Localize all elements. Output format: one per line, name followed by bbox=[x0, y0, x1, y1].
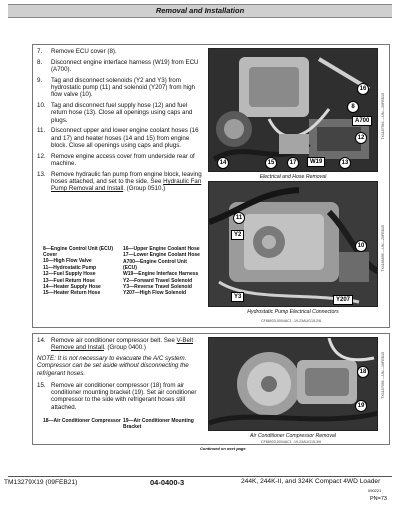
figure-code: TX1187656 —UN—16FEB15 bbox=[381, 352, 385, 399]
step-number: 14. bbox=[37, 337, 46, 344]
photo-caption: Hydrostatic Pump Electrical Connectors bbox=[247, 309, 339, 315]
legend-column-right bbox=[123, 418, 201, 430]
legend-item: Y207—High Flow Solenoid bbox=[123, 290, 187, 297]
legend-item: 12—Fuel Supply Hose bbox=[43, 271, 96, 278]
reference-code: CF88933,0004AC1 -19-23AUG15-2/6 bbox=[261, 319, 322, 323]
page-code: PN=73 bbox=[370, 496, 387, 502]
step-7 bbox=[37, 48, 205, 55]
callout-12: 12 bbox=[355, 132, 367, 144]
callout-16: 16 bbox=[357, 83, 369, 95]
step-14-suffix: . (Group 0400.) bbox=[103, 344, 146, 352]
engine-harness-photo bbox=[208, 48, 378, 172]
footer-rule bbox=[8, 476, 392, 477]
legend-item: 13—Fuel Return Hose bbox=[43, 277, 95, 284]
legend-item: 10—High Flow Valve bbox=[43, 258, 92, 265]
v-belt-link[interactable]: V-Belt Remove and Install bbox=[51, 337, 194, 352]
legend-item: 8—Engine Control Unit (ECU) Cover bbox=[43, 246, 113, 258]
step-8 bbox=[37, 59, 205, 74]
step-number: 10. bbox=[37, 101, 46, 109]
callout-w19: W19 bbox=[307, 157, 325, 167]
legend-item: 15—Heater Return Hose bbox=[43, 290, 101, 297]
callout-11: 11 bbox=[233, 212, 245, 224]
step-text bbox=[51, 337, 205, 352]
compressor-photo-graphic bbox=[209, 338, 378, 431]
section-electrical-hose-removal bbox=[32, 44, 390, 328]
procedure-steps bbox=[37, 48, 205, 196]
procedure-steps bbox=[37, 337, 205, 414]
step-text: Remove air conditioner compressor (18) from air conditioner mounting bracket (19). Set air conditioner compressor to the side with refrigerant hoses still attached. bbox=[51, 381, 197, 411]
step-12 bbox=[37, 153, 205, 168]
photo-caption: Air Conditioner Compressor Removal bbox=[250, 433, 336, 439]
step-number: 13. bbox=[37, 170, 46, 178]
note-text: NOTE: It is not necessary to evacuate the A/C system. Compressor can be set aside without disconnecting the refrigerant hoses. bbox=[37, 354, 189, 377]
legend-item: 14—Heater Supply Hose bbox=[43, 283, 101, 290]
step-number: 11. bbox=[37, 127, 46, 135]
legend-item: 16—Upper Engine Coolant Hose bbox=[123, 246, 200, 252]
section-ac-compressor-removal bbox=[32, 333, 390, 445]
step-14-text: Remove air conditioner compressor belt. See bbox=[51, 337, 177, 344]
step-13-suffix: . (Group 0510.) bbox=[123, 185, 166, 193]
page-header: Removal and Installation bbox=[8, 4, 392, 18]
callout-15: 15 bbox=[265, 157, 277, 169]
callout-19: 19 bbox=[355, 400, 367, 412]
step-14 bbox=[37, 337, 205, 352]
step-15 bbox=[37, 382, 205, 411]
model-title: 244K, 244K-II, and 324K Compact 4WD Loader bbox=[241, 478, 381, 485]
step-9 bbox=[37, 77, 205, 99]
callout-y3: Y3 bbox=[231, 292, 244, 302]
legend-column-right bbox=[123, 246, 201, 297]
callout-10: 10 bbox=[355, 240, 367, 252]
legend-item: A700—Engine Control Unit (ECU) bbox=[123, 258, 187, 271]
figure-code: TX1186895 —UN—20FEB15 bbox=[381, 225, 385, 272]
legend-item: Y2—Forward Travel Solenoid bbox=[123, 277, 193, 284]
step-text bbox=[51, 171, 205, 193]
callout-17: 17 bbox=[287, 157, 299, 169]
step-number: 15. bbox=[37, 381, 46, 389]
legend-item: 17—Lower Engine Coolant Hose bbox=[123, 252, 200, 259]
callout-y207: Y207 bbox=[333, 295, 353, 305]
callout-y2: Y2 bbox=[231, 230, 244, 240]
step-13 bbox=[37, 171, 205, 193]
legend-item: 19—Air Conditioner Mounting Bracket bbox=[123, 418, 194, 430]
legend-item: W19—Engine Interface Harness bbox=[123, 271, 199, 278]
step-11 bbox=[37, 127, 205, 149]
reference-code: CF88933,0004AC1 -19-23AUG15-3/6 bbox=[261, 440, 322, 444]
step-number: 12. bbox=[37, 152, 46, 160]
callout-13: 13 bbox=[339, 157, 351, 169]
continued-notice: Continued on next page bbox=[200, 446, 246, 451]
step-number: 9. bbox=[37, 76, 43, 84]
hydraulic-fan-pump-link[interactable]: Hydraulic Fan Pump Removal and Install bbox=[51, 177, 202, 193]
step-text: Remove engine access cover from underside rear of machine. bbox=[51, 152, 195, 167]
legend-column-left bbox=[43, 246, 121, 297]
step-text: Tag and disconnect fuel supply hose (12) and fuel return hose (13). Close all openings using caps and plugs. bbox=[51, 101, 193, 124]
step-10 bbox=[37, 102, 205, 124]
pump-photo-graphic bbox=[209, 182, 378, 307]
legend-item: 11—Hydrostatic Pump bbox=[43, 264, 97, 271]
step-text: Disconnect upper and lower engine coolant hoses (16 and 17) and heater hoses (14 and 15) from engine block. Close all openings using caps and plugs. bbox=[51, 127, 199, 149]
legend-item: Y3—Reverse Travel Solenoid bbox=[123, 283, 192, 290]
step-text: Remove ECU cover (8). bbox=[51, 48, 117, 55]
photo-caption: Electrical and Hose Removal bbox=[259, 174, 327, 180]
legend-column-left bbox=[43, 418, 121, 424]
callout-18: 18 bbox=[357, 366, 369, 378]
page-number: 04-0400-3 bbox=[150, 478, 185, 487]
hydrostatic-pump-photo bbox=[208, 181, 378, 307]
figure-code: TX1187564 —UN—30FEB15 bbox=[381, 93, 385, 140]
step-text: Disconnect engine interface harness (W19) from ECU (A700). bbox=[51, 58, 199, 73]
document-id: TM13279X19 (09FEB21) bbox=[4, 479, 78, 486]
callout-a700: A700 bbox=[352, 116, 372, 126]
step-13-text: Remove hydraulic fan pump from engine block, leaving hoses attached, and set to the side. See bbox=[51, 170, 202, 185]
ac-compressor-photo bbox=[208, 337, 378, 431]
callout-8: 8 bbox=[347, 101, 359, 113]
legend-item: 18—Air Conditioner Compressor bbox=[43, 418, 121, 424]
step-number: 7. bbox=[37, 48, 43, 55]
step-number: 8. bbox=[37, 58, 43, 66]
callout-14: 14 bbox=[217, 157, 229, 169]
step-text: Tag and disconnect solenoids (Y2 and Y3) from hydrostatic pump (11) and solenoid (Y207) from high flow valve (10). bbox=[51, 76, 195, 99]
date-code: 090221 bbox=[368, 488, 382, 493]
